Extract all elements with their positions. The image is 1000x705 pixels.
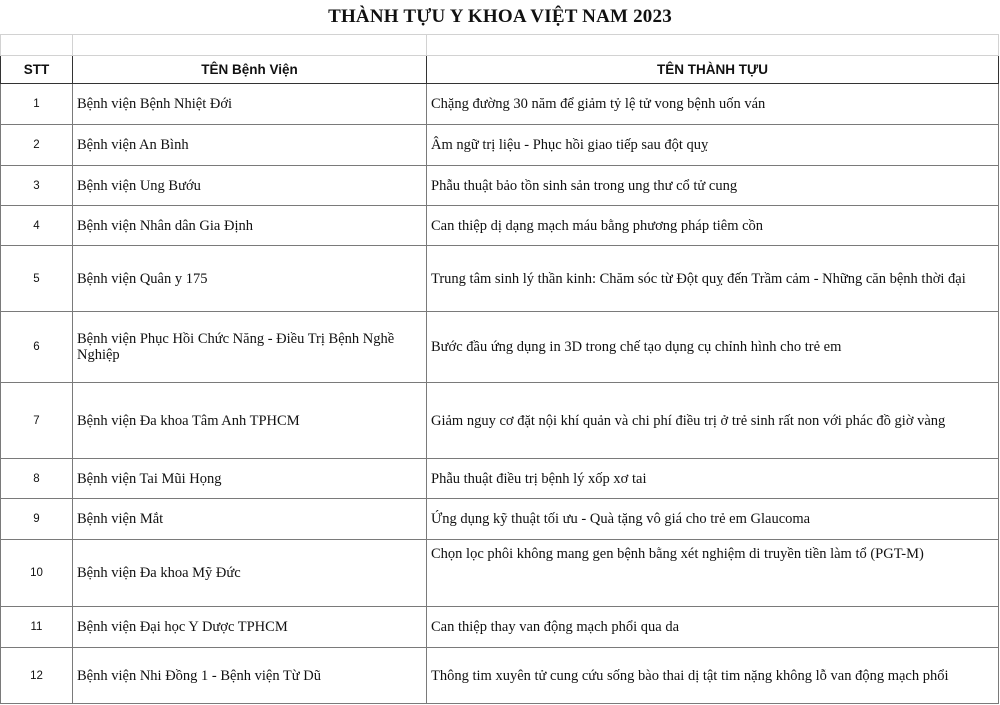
blank-spreadsheet-row bbox=[1, 35, 999, 56]
row-stt: 6 bbox=[1, 312, 73, 383]
row-achievement: Can thiệp dị dạng mạch máu bằng phương pháp tiêm cồn bbox=[427, 206, 999, 246]
table-row bbox=[1, 312, 999, 383]
row-stt: 7 bbox=[1, 383, 73, 459]
row-hospital: Bệnh viện Đại học Y Dược TPHCM bbox=[73, 607, 427, 648]
row-stt: 8 bbox=[1, 459, 73, 499]
table-row bbox=[1, 206, 999, 246]
row-achievement: Ứng dụng kỹ thuật tối ưu - Quà tặng vô giá cho trẻ em Glaucoma bbox=[427, 499, 999, 540]
row-stt: 3 bbox=[1, 166, 73, 206]
header-hospital: TÊN Bệnh Viện bbox=[73, 56, 427, 84]
row-hospital: Bệnh viện Bệnh Nhiệt Đới bbox=[73, 84, 427, 125]
row-stt: 4 bbox=[1, 206, 73, 246]
row-stt: 1 bbox=[1, 84, 73, 125]
row-hospital: Bệnh viện Tai Mũi Họng bbox=[73, 459, 427, 499]
row-stt: 12 bbox=[1, 648, 73, 704]
row-hospital: Bệnh viện Phục Hồi Chức Năng - Điều Trị Bệnh Nghề Nghiệp bbox=[73, 312, 427, 383]
table-row bbox=[1, 246, 999, 312]
row-stt: 2 bbox=[1, 125, 73, 166]
table-row bbox=[1, 459, 999, 499]
row-achievement: Âm ngữ trị liệu - Phục hồi giao tiếp sau đột quỵ bbox=[427, 125, 999, 166]
row-stt: 5 bbox=[1, 246, 73, 312]
row-stt: 9 bbox=[1, 499, 73, 540]
table-row bbox=[1, 125, 999, 166]
table-row bbox=[1, 84, 999, 125]
row-hospital: Bệnh viện Nhân dân Gia Định bbox=[73, 206, 427, 246]
document-title: THÀNH TỰU Y KHOA VIỆT NAM 2023 bbox=[328, 6, 672, 27]
row-achievement: Chọn lọc phôi không mang gen bệnh bằng xét nghiệm di truyền tiền làm tổ (PGT-M) bbox=[427, 540, 999, 607]
row-hospital: Bệnh viện Nhi Đồng 1 - Bệnh viện Từ Dũ bbox=[73, 648, 427, 704]
row-stt: 11 bbox=[1, 607, 73, 648]
achievements-table bbox=[0, 34, 999, 704]
table-row bbox=[1, 383, 999, 459]
row-achievement: Giảm nguy cơ đặt nội khí quản và chi phí điều trị ở trẻ sinh rất non với phác đồ giờ vàng bbox=[427, 383, 999, 459]
row-achievement: Chặng đường 30 năm để giảm tỷ lệ tử vong bệnh uốn ván bbox=[427, 84, 999, 125]
row-achievement: Phẫu thuật bảo tồn sinh sản trong ung thư cổ tử cung bbox=[427, 166, 999, 206]
table-row bbox=[1, 607, 999, 648]
table-row bbox=[1, 499, 999, 540]
row-achievement: Bước đầu ứng dụng in 3D trong chế tạo dụng cụ chỉnh hình cho trẻ em bbox=[427, 312, 999, 383]
header-achievement: TÊN THÀNH TỰU bbox=[427, 56, 999, 84]
row-stt: 10 bbox=[1, 540, 73, 607]
header-stt: STT bbox=[1, 56, 73, 84]
row-achievement: Thông tim xuyên tử cung cứu sống bào thai dị tật tim nặng không lỗ van động mạch phổi bbox=[427, 648, 999, 704]
table-row bbox=[1, 166, 999, 206]
row-hospital: Bệnh viện Ung Bướu bbox=[73, 166, 427, 206]
row-hospital: Bệnh viện An Bình bbox=[73, 125, 427, 166]
table-header-row bbox=[1, 56, 999, 84]
row-hospital: Bệnh viện Đa khoa Tâm Anh TPHCM bbox=[73, 383, 427, 459]
row-achievement: Trung tâm sinh lý thần kinh: Chăm sóc từ Đột quỵ đến Trầm cảm - Những căn bệnh thời đại bbox=[427, 246, 999, 312]
row-hospital: Bệnh viện Đa khoa Mỹ Đức bbox=[73, 540, 427, 607]
table-row bbox=[1, 648, 999, 704]
row-achievement: Can thiệp thay van động mạch phổi qua da bbox=[427, 607, 999, 648]
table-row bbox=[1, 540, 999, 607]
row-hospital: Bệnh viện Mắt bbox=[73, 499, 427, 540]
row-achievement: Phẫu thuật điều trị bệnh lý xốp xơ tai bbox=[427, 459, 999, 499]
row-hospital: Bệnh viện Quân y 175 bbox=[73, 246, 427, 312]
